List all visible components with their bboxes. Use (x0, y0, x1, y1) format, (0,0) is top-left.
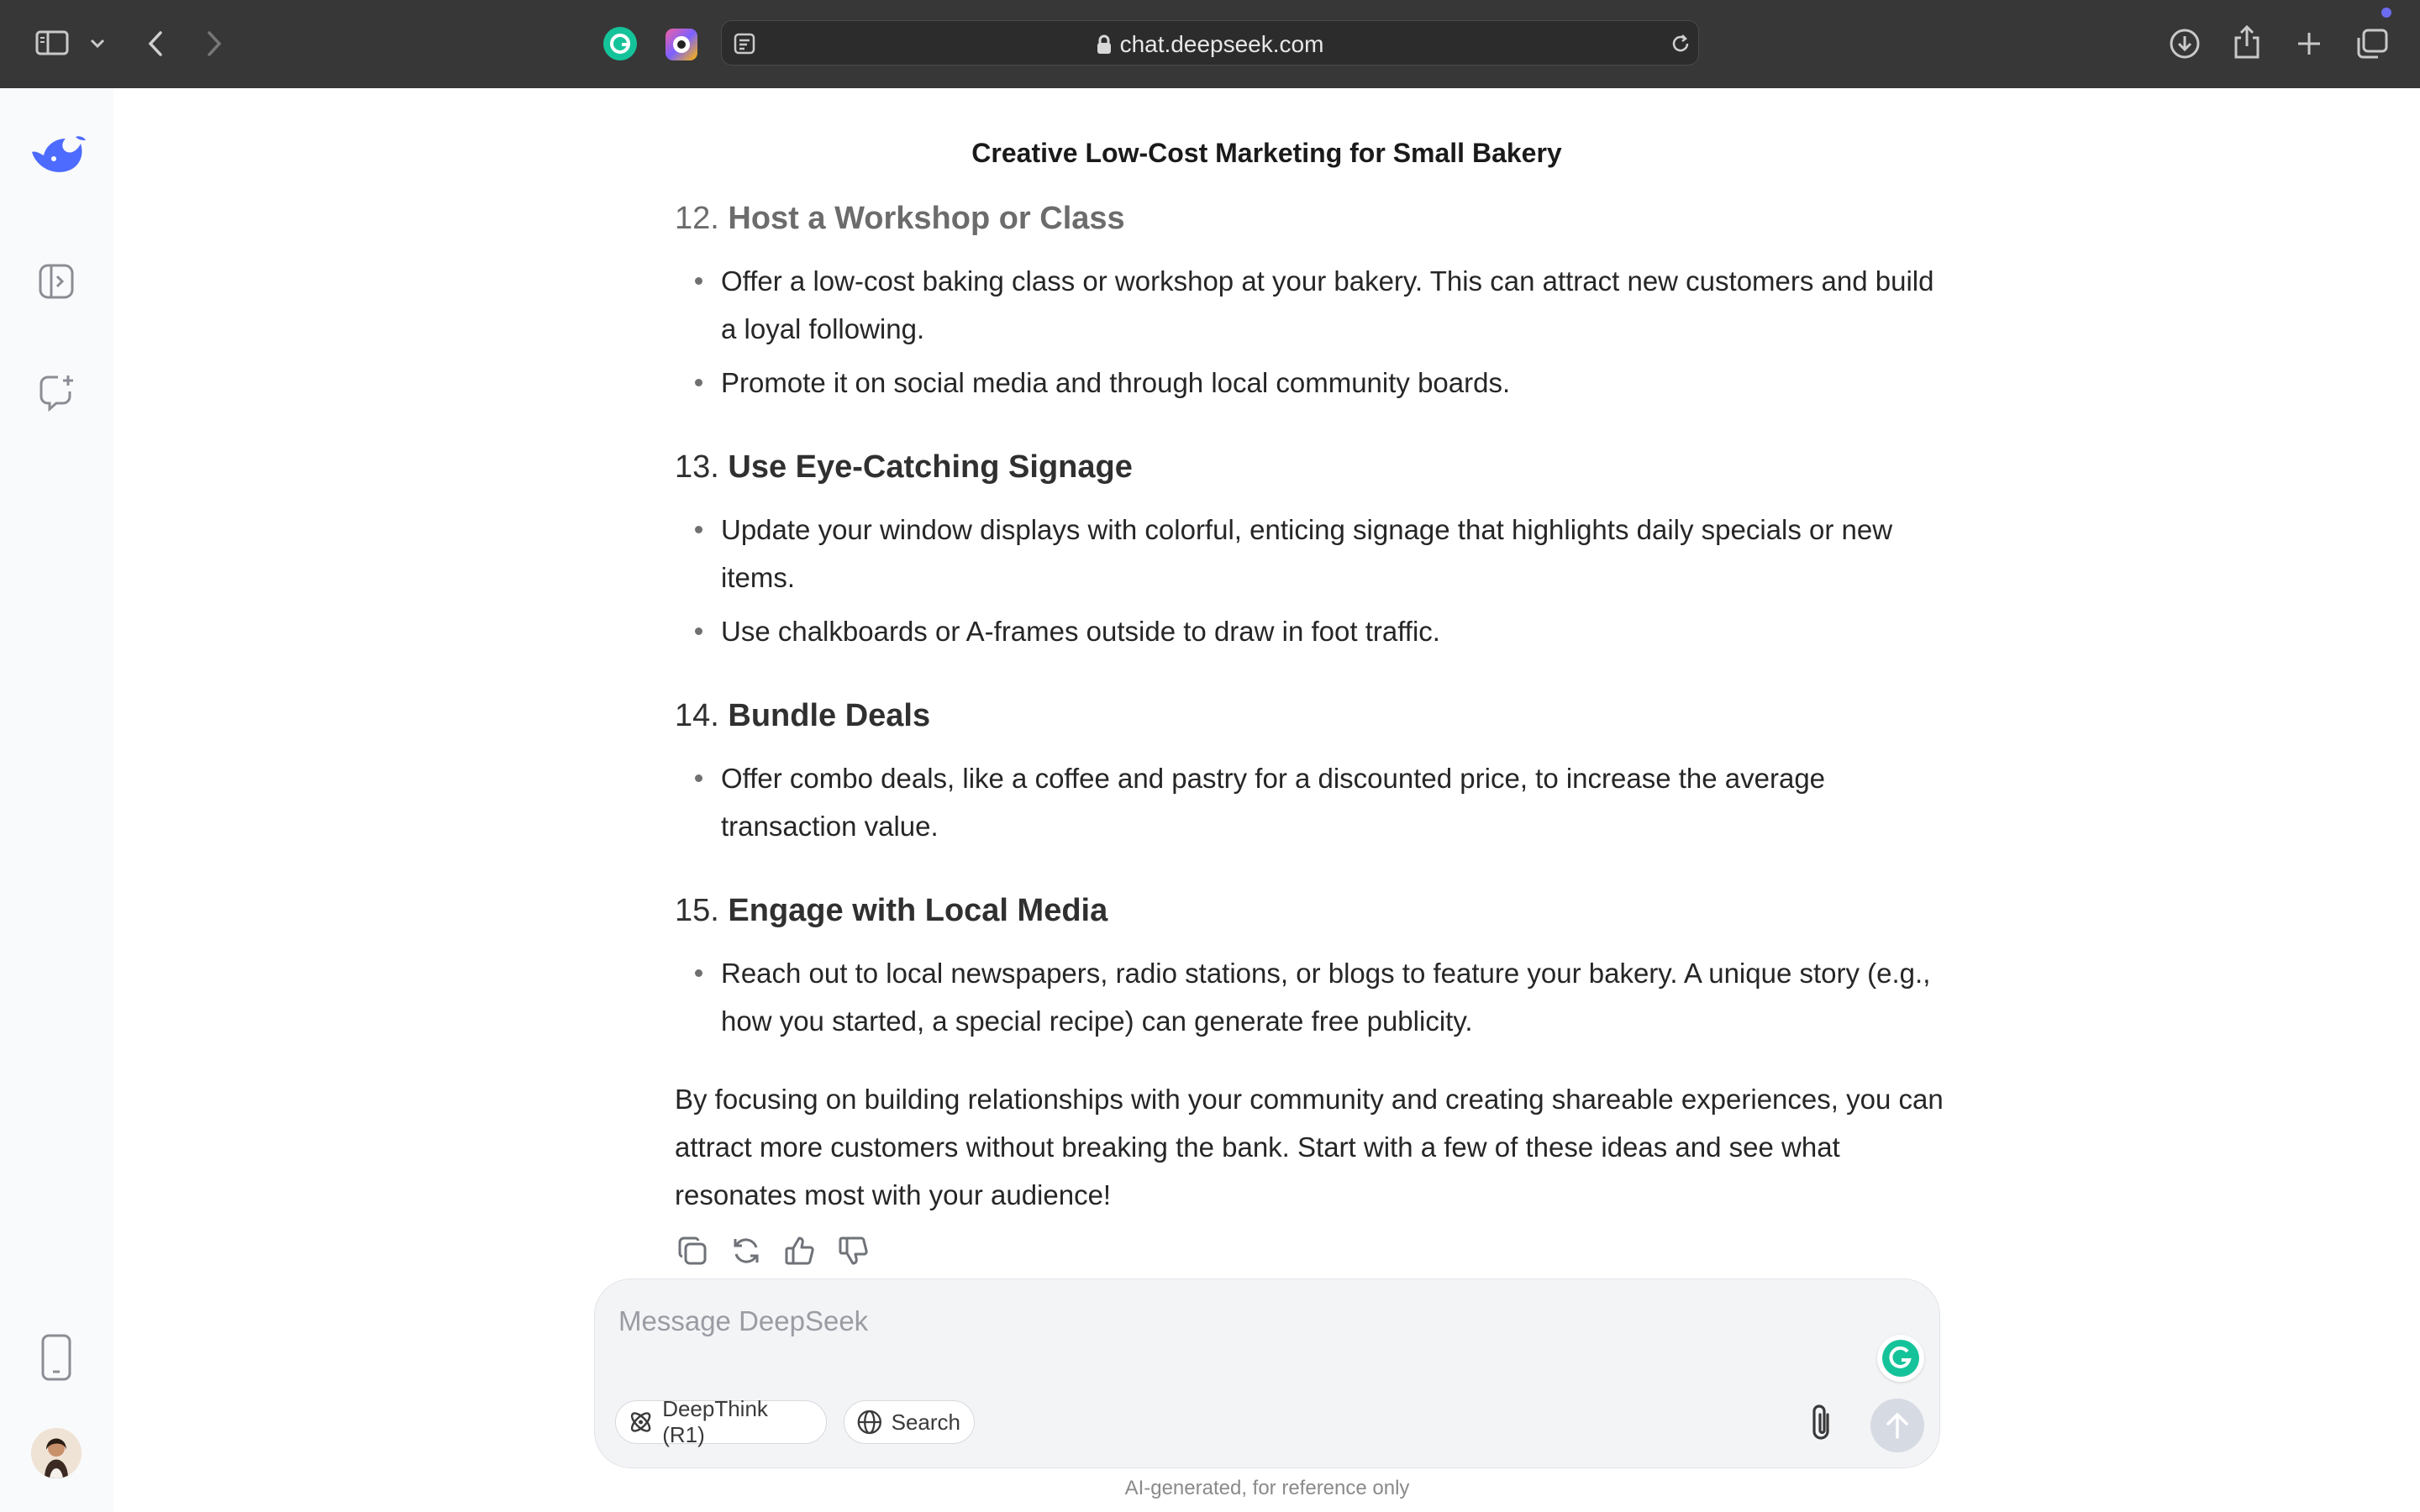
globe-icon (856, 1408, 883, 1436)
section-heading (675, 440, 1944, 494)
chevron-down-icon[interactable] (87, 34, 108, 54)
url-field[interactable] (722, 31, 1698, 58)
section-13 (675, 440, 1944, 655)
deepthink-label: DeepThink (R1) (662, 1396, 768, 1447)
section-number: 15. (675, 893, 719, 928)
mobile-phone-icon (40, 1333, 72, 1382)
copy-button[interactable] (675, 1233, 710, 1268)
bullet-list (675, 754, 1944, 850)
grammarly-extension-icon[interactable] (603, 27, 637, 60)
like-button[interactable] (782, 1233, 818, 1268)
open-sidebar-button[interactable] (37, 262, 76, 301)
grammarly-icon (1881, 1339, 1920, 1378)
new-chat-button[interactable] (37, 372, 77, 412)
atom-icon (628, 1409, 654, 1436)
bullet-item: Offer a low-cost baking class or workshop at your bakery. This can attract new customers and build a loyal following. (675, 257, 1944, 353)
thumbs-down-icon (838, 1235, 870, 1267)
bullet-item: Update your window displays with colorful, enticing signage that highlights daily specials or new items. (675, 506, 1944, 601)
section-title: Host a Workshop or Class (728, 201, 1125, 236)
regenerate-button[interactable] (729, 1233, 764, 1268)
lock-icon (1097, 34, 1112, 55)
search-toggle[interactable] (844, 1400, 975, 1444)
bullet-list (675, 506, 1944, 655)
bullet-item: Use chalkboards or A-frames outside to draw in foot traffic. (675, 607, 1944, 655)
section-15 (675, 884, 1944, 1045)
section-number: 13. (675, 449, 719, 485)
section-heading (675, 884, 1944, 937)
url-text: chat.deepseek.com (1119, 31, 1324, 57)
section-number: 12. (675, 201, 719, 236)
bullet-item: Offer combo deals, like a coffee and pastry for a discounted price, to increase the average transaction value. (675, 754, 1944, 850)
forward-icon[interactable] (200, 29, 229, 59)
new-tab-icon[interactable] (2292, 27, 2326, 60)
assistant-message (675, 192, 1944, 1219)
section-12 (675, 192, 1944, 407)
browser-toolbar (0, 0, 2420, 88)
section-heading (675, 689, 1944, 743)
chat-title: Creative Low-Cost Marketing for Small Bakery (971, 138, 1562, 168)
tab-overview-icon[interactable] (2354, 27, 2390, 60)
notification-dot (2381, 8, 2391, 18)
share-icon[interactable] (2230, 24, 2264, 60)
deepthink-toggle[interactable] (615, 1396, 827, 1447)
message-composer (594, 1278, 1940, 1468)
address-bar[interactable] (721, 20, 1699, 66)
user-avatar[interactable] (31, 1428, 82, 1478)
thumbs-up-icon (784, 1235, 816, 1267)
bullet-list (675, 949, 1944, 1045)
section-14 (675, 689, 1944, 850)
left-rail (0, 88, 113, 1512)
section-title: Bundle Deals (728, 698, 931, 733)
new-chat-icon (38, 373, 76, 412)
sidebar-toggle-icon (38, 263, 75, 300)
message-input[interactable] (618, 1303, 1778, 1340)
dislike-button[interactable] (836, 1233, 871, 1268)
sidebar-toggle-icon[interactable] (34, 29, 71, 57)
bullet-list (675, 257, 1944, 407)
arrow-up-icon (1885, 1411, 1910, 1440)
section-title: Engage with Local Media (728, 893, 1108, 928)
message-actions (675, 1233, 871, 1270)
deepseek-whale-icon[interactable] (29, 130, 87, 181)
copy-icon (676, 1235, 708, 1267)
bullet-item: Reach out to local newspapers, radio stations, or blogs to feature your bakery. A unique story (e.g., how you started, a special recipe) can generate free publicity. (675, 949, 1944, 1045)
get-app-button[interactable] (39, 1333, 74, 1382)
section-title: Use Eye-Catching Signage (728, 449, 1133, 485)
conclusion-paragraph: By focusing on building relationships with your community and creating shareable experiences, you can attract more customers without breaking the bank. Start with a few of these ideas and see what resonates most with your audience! (675, 1084, 1944, 1210)
bullet-item: Promote it on social media and through local community boards. (675, 359, 1944, 407)
reload-icon[interactable] (1668, 31, 1693, 56)
section-number: 14. (675, 698, 719, 733)
search-label: Search (891, 1409, 960, 1435)
attach-button[interactable] (1802, 1402, 1840, 1444)
ai-disclaimer: AI-generated, for reference only (1124, 1477, 1410, 1499)
grammarly-button[interactable] (1877, 1335, 1924, 1382)
screen-recorder-extension-icon[interactable] (666, 29, 697, 60)
send-button[interactable] (1870, 1399, 1924, 1452)
section-heading (675, 192, 1944, 245)
refresh-icon (730, 1235, 762, 1267)
downloads-icon[interactable] (2168, 27, 2202, 60)
paperclip-icon (1806, 1403, 1836, 1443)
back-icon[interactable] (141, 29, 170, 59)
